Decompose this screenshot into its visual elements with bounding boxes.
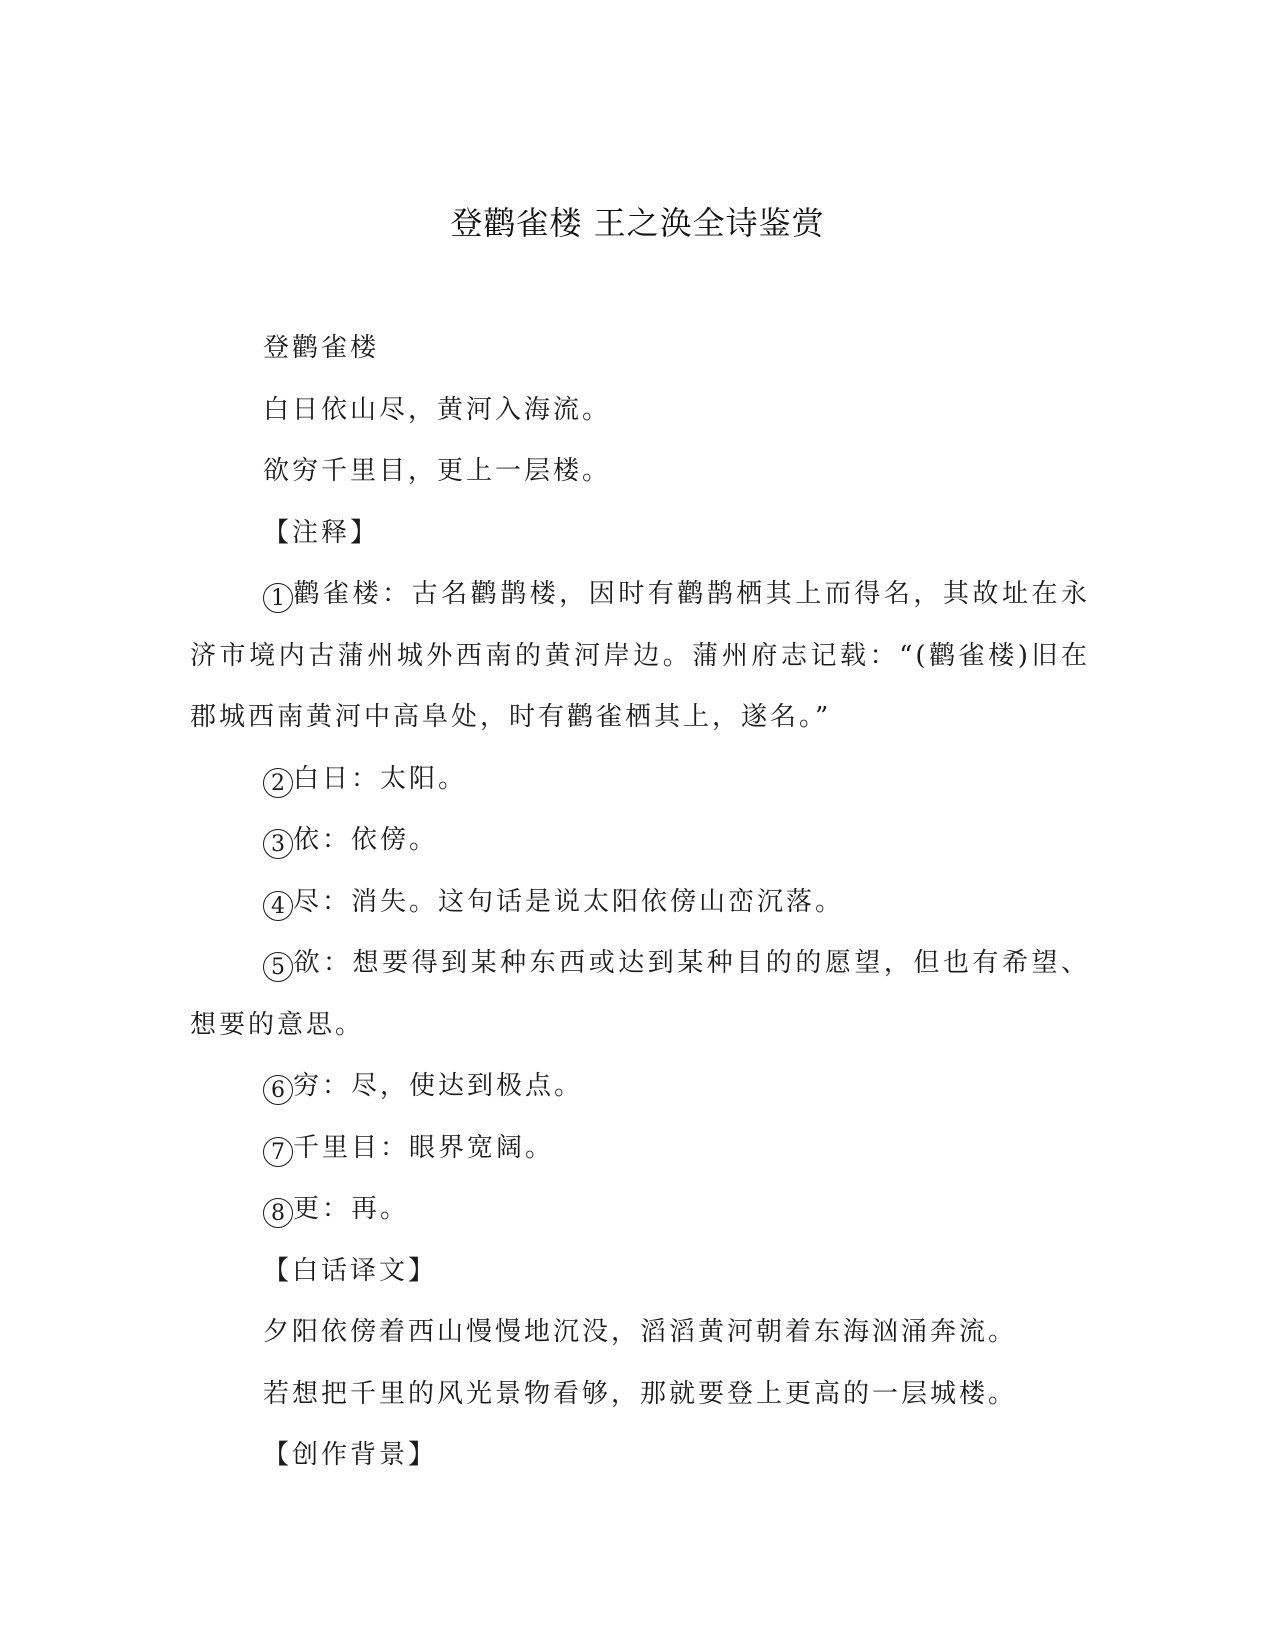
document-body — [190, 318, 1090, 1487]
poem-line: 白日依山尽，黄河入海流。 — [263, 394, 612, 425]
translation-line: 若想把千里的风光景物看够，那就要登上更高的一层城楼。 — [263, 1378, 1018, 1409]
note-text: 依：依傍。 — [293, 825, 439, 855]
note-text: 穷：尽，使达到极点。 — [293, 1071, 584, 1101]
note-item — [190, 810, 1090, 872]
translation-line: 夕阳依傍着西山慢慢地沉没，滔滔黄河朝着东海汹涌奔流。 — [263, 1317, 1018, 1347]
note-number-badge: 3 — [263, 829, 293, 859]
note-text: 欲：想要得到某种东西或达到某种目的的愿望，但也有希望、想要的意思。 — [190, 948, 1090, 1040]
note-text: 千里目：眼界宽阔。 — [293, 1132, 555, 1163]
notes-heading: 【注释】 — [263, 517, 380, 548]
note-number-badge: 5 — [263, 952, 293, 982]
note-item — [190, 1179, 1090, 1241]
note-item — [190, 749, 1090, 811]
note-item — [190, 1118, 1090, 1180]
note-item — [190, 872, 1090, 934]
note-item — [190, 1056, 1090, 1118]
note-item — [190, 564, 1090, 749]
translation-heading: 【白话译文】 — [263, 1255, 438, 1286]
note-number-badge: 7 — [263, 1137, 293, 1167]
poem-line: 欲穷千里目，更上一层楼。 — [263, 456, 612, 486]
note-text: 尽：消失。这句话是说太阳依傍山峦沉落。 — [293, 886, 845, 917]
note-number-badge: 8 — [263, 1198, 293, 1228]
poem-title: 登鹳雀楼 — [263, 333, 380, 363]
note-number-badge: 4 — [263, 891, 293, 921]
note-text: 更：再。 — [293, 1194, 410, 1224]
document-title: 登鹳雀楼 王之涣全诗鉴赏 — [450, 204, 825, 242]
background-heading: 【创作背景】 — [263, 1440, 438, 1470]
note-text: 鹳雀楼：古名鹳鹊楼，因时有鹳鹊栖其上而得名，其故址在永济市境内古蒲州城外西南的黄河岸边。蒲州府志记载：“(鹳雀楼)旧在郡城西南黄河中高阜处，时有鹳雀栖其上，遂名。” — [190, 579, 1090, 732]
note-number-badge: 1 — [263, 583, 293, 613]
note-item — [190, 933, 1090, 1056]
note-text: 白日：太阳。 — [293, 763, 468, 794]
note-number-badge: 6 — [263, 1075, 293, 1105]
note-number-badge: 2 — [263, 768, 293, 798]
